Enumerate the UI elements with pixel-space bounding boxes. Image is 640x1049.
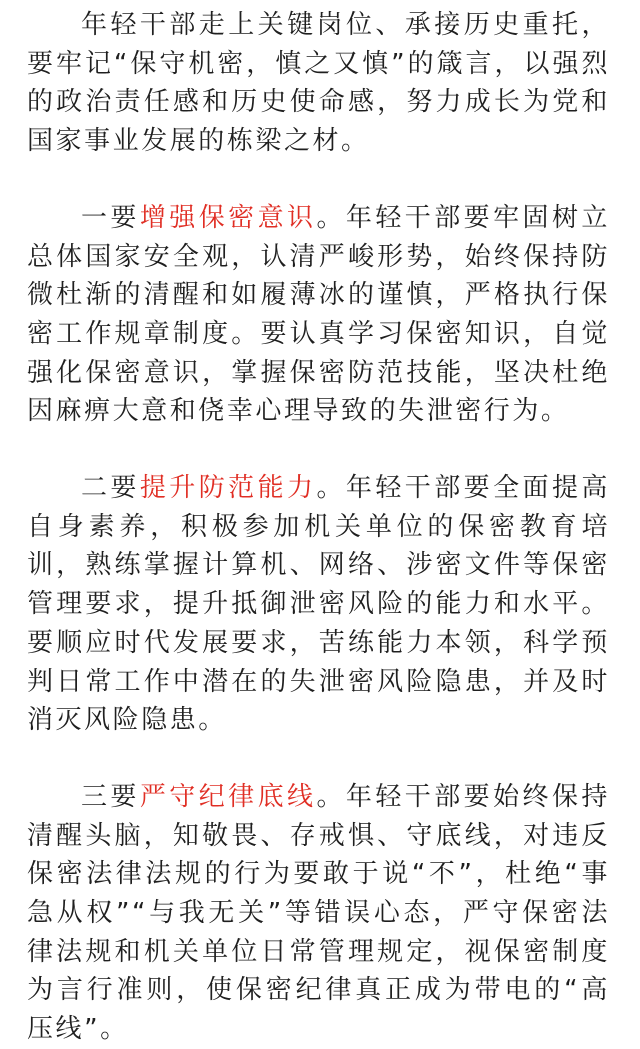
point-2-highlight: 提升防范能力 <box>139 473 317 504</box>
article-body <box>0 6 610 1049</box>
point-3-highlight: 严守纪律底线 <box>139 781 317 812</box>
intro-text: 年轻干部走上关键岗位、承接历史重托，要牢记“保守机密，慎之又慎”的箴言，以强烈的政治责任感和历史使命感，努力成长为党和国家事业发展的栋梁之材。 <box>27 10 610 157</box>
point-paragraph-1 <box>27 199 610 431</box>
point-paragraph-2 <box>27 469 610 740</box>
point-3-lead: 三要 <box>81 781 140 812</box>
point-1-lead: 一要 <box>81 202 140 233</box>
point-2-text: 。年轻干部要全面提高自身素养，积极参加机关单位的保密教育培训，熟练掌握计算机、网络、涉密文件等保密管理要求，提升抵御泄密风险的能力和水平。要顺应时代发展要求，苦练能力本领，科学预判日常工作中潜在的失泄密风险隐患，并及时消灭风险隐患。 <box>27 473 610 736</box>
point-2-lead: 二要 <box>81 473 140 504</box>
point-paragraph-3 <box>27 778 610 1049</box>
point-1-text: 。年轻干部要牢固树立总体国家安全观，认清严峻形势，始终保持防微杜渐的清醒和如履薄冰的谨慎，严格执行保密工作规章制度。要认真学习保密知识，自觉强化保密意识，掌握保密防范技能，坚决杜绝因麻痹大意和侥幸心理导致的失泄密行为。 <box>27 202 610 427</box>
intro-paragraph <box>27 6 610 161</box>
point-1-highlight: 增强保密意识 <box>139 202 317 233</box>
paragraph-spacer <box>27 431 610 469</box>
paragraph-spacer <box>27 740 610 778</box>
point-3-text: 。年轻干部要始终保持清醒头脑，知敬畏、存戒惧、守底线，对违反保密法律法规的行为要敢于说“不”，杜绝“事急从权”“与我无关”等错误心态，严守保密法律法规和机关单位日常管理规定，视保密制度为言行准则，使保密纪律真正成为带电的“高压线”。 <box>27 781 610 1045</box>
paragraph-spacer <box>27 161 610 199</box>
